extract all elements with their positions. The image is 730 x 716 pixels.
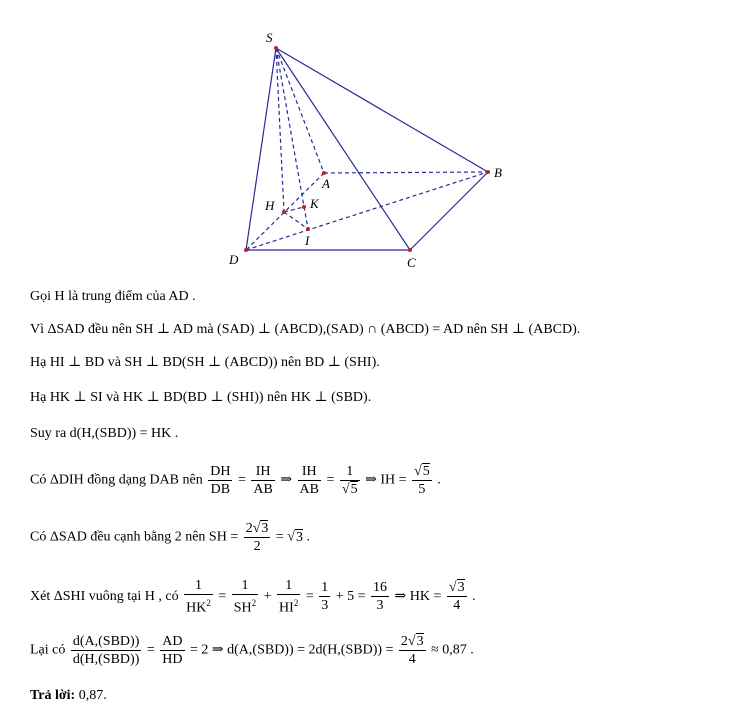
point-B [486, 170, 490, 174]
fraction-one-third: $\frac{1}{3}$ [321, 580, 329, 614]
edge-SI [276, 48, 308, 229]
edge-SC [276, 48, 410, 250]
point-A [322, 171, 326, 175]
pyramid-figure [0, 0, 730, 280]
answer-line [30, 688, 107, 704]
l9-end: ≈ 0,87 . [431, 642, 474, 658]
eq-sign: = [237, 472, 246, 488]
point-K [302, 205, 306, 209]
solution-line-1: Gọi H là trung điểm của AD . [30, 289, 196, 304]
l8-mid: + 5 = [335, 589, 366, 605]
l8-eq1: = [218, 589, 227, 605]
answer-label: Trả lời: [30, 688, 76, 703]
edge-CB [410, 172, 488, 250]
fraction-root5-5: $\frac{√5}{5}$ [414, 464, 430, 497]
l7-end: . [306, 529, 310, 545]
l9-prefix: Lại có [30, 642, 66, 658]
l9-eq1: = [146, 642, 155, 658]
edge-HI [284, 212, 308, 229]
point-C [408, 248, 412, 252]
l8-eq2: = [305, 589, 314, 605]
l6-prefix: Có ΔDIH đồng dạng DAB nên [30, 472, 203, 488]
point-S [274, 46, 278, 50]
fraction-2root3-4: $\frac{2√3}{4}$ [400, 634, 424, 667]
l8-end: . [472, 589, 476, 605]
l8-prefix: Xét ΔSHI vuông tại H , có [30, 589, 179, 605]
point-I [306, 227, 310, 231]
implies-sign: ⇒ [280, 472, 293, 488]
solution-line-4: Hạ HK ⊥ SI và HK ⊥ BD(BD ⊥ (SHI)) nên HK ⊥ (SBD). [30, 390, 372, 405]
l6-end: . [437, 472, 441, 488]
fraction-one-root5: $\frac{1}{√5}$ [341, 464, 358, 497]
solution-line-9 [30, 633, 474, 668]
label-D: D [229, 252, 239, 267]
fraction-ih-ab-2: $\frac{IH}{AB}$ [299, 464, 319, 497]
l7-mid: = √ [275, 529, 295, 545]
point-D [244, 248, 248, 252]
l7-prefix: Có ΔSAD đều cạnh bằng 2 nên SH = [30, 529, 239, 545]
solution-line-5: Suy ra d(H,(SBD)) = HK . [30, 426, 179, 441]
fraction-one-hk2: $\frac{1}{HK^2}$ [186, 578, 211, 616]
l6-mid: ⇒ IH = [365, 472, 407, 488]
label-S: S [266, 30, 273, 45]
l8-implies: ⇒ HK = [394, 589, 442, 605]
label-K: K [310, 196, 319, 211]
fraction-ih-ab: $\frac{IH}{AB}$ [253, 464, 273, 497]
fraction-ad-hd: $\frac{AD}{HD}$ [162, 634, 183, 667]
fraction-one-sh2: $\frac{1}{SH^2}$ [233, 578, 257, 616]
fraction-dh-db: $\frac{DH}{DB}$ [210, 464, 231, 497]
fraction-distance-ratio: $\frac{\text{d(A,(SBD))}}{\text{d(H,(SBD))}}$ [72, 634, 140, 667]
solution-line-2: Vì ΔSAD đều nên SH ⊥ AD mà (SAD) ⊥ (ABCD),(SAD) ∩ (ABCD) = AD nên SH ⊥ (ABCD). [30, 322, 581, 337]
fraction-2root3-2: $\frac{2√3}{2}$ [245, 521, 269, 554]
fraction-16-3: $\frac{16}{3}$ [373, 580, 388, 614]
label-B: B [494, 165, 502, 180]
label-I: I [305, 233, 310, 248]
fraction-root3-4: $\frac{√3}{4}$ [448, 580, 465, 614]
label-A: A [322, 176, 330, 191]
label-C: C [407, 255, 416, 270]
l9-mid: = 2 ⇒ d(A,(SBD)) = 2d(H,(SBD)) = [190, 642, 394, 658]
fraction-one-hi2: $\frac{1}{HI^2}$ [279, 578, 299, 616]
solution-line-6: Có ΔDIH đồng dạng DAB nên $\frac{DH}{DB}$ = $\frac{IH}{AB}$ ⇒ $\frac{IH}{AB}$ = $\frac{1}{√5}$ ⇒ IH = $\frac{√5}{5}$ . [30, 464, 441, 497]
point-H [282, 210, 286, 214]
solution-line-3: Hạ HI ⊥ BD và SH ⊥ BD(SH ⊥ (ABCD)) nên BD ⊥ (SHI). [30, 355, 380, 370]
l7-radicand: 3 [296, 529, 303, 545]
edge-SB [276, 48, 488, 172]
label-H: H [265, 198, 275, 213]
edge-SD [246, 48, 276, 250]
l8-plus: + [263, 589, 272, 605]
edge-AB [324, 172, 488, 173]
solution-line-7 [30, 520, 310, 555]
solution-line-8 [30, 577, 476, 617]
answer-value: 0,87. [78, 688, 107, 703]
